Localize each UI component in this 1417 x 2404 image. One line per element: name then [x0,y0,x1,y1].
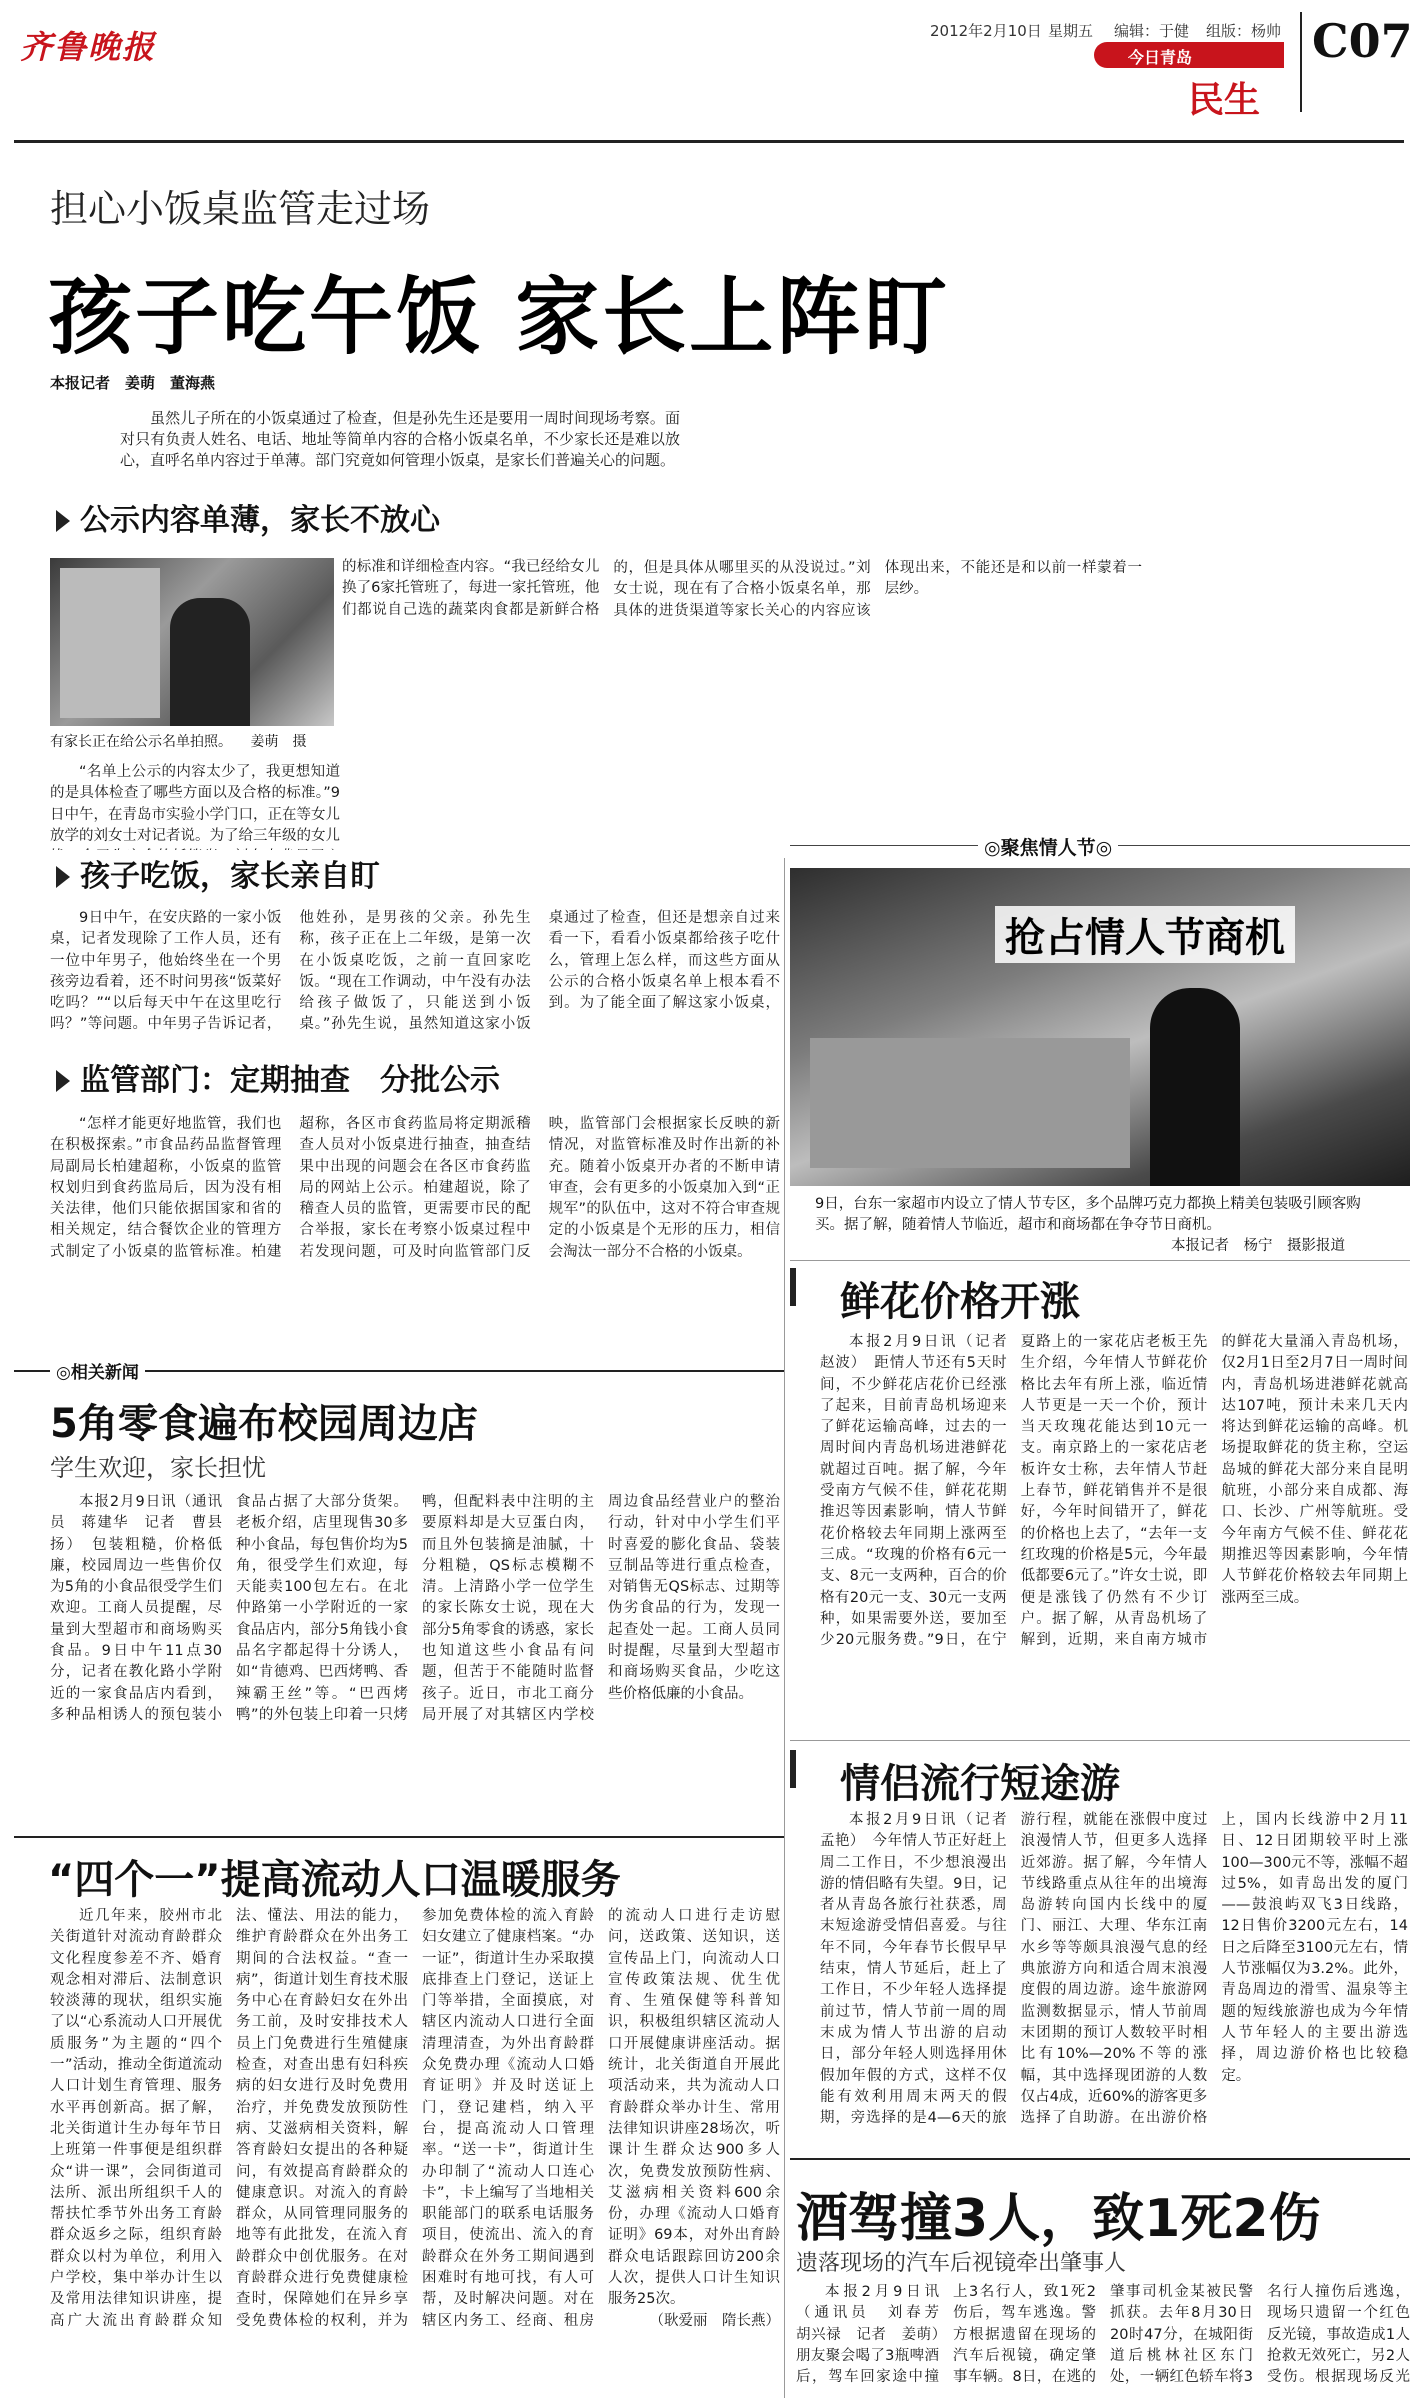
feature-headline: 抢占情人节商机 [995,906,1295,963]
migrant-text: 近几年来，胶州市北关街道针对流动育龄群众文化程度参差不齐、婚育观念相对滞后、法制意识较淡薄的现状，组织实施了以“心系流动人口开展优质服务”为主题的“四个一”活动，推动全街道流动人口计划生育管理、服务水平再创新高。据了解，北关街道计生办每年节日上班第一件事便是组织群众“讲一课”，会同街道司法所、派出所组织千人的帮扶忙季节外出务工育龄群众返乡之际，组织育龄群众以村为单位，利用入户学校，集中举办计生以及常用法律知识讲座，提高广大流出育龄群众知法、懂法、用法的能力，维护育龄群众在外出务工期间的合法权益。“查一病”，街道计划生育技术服务中心在育龄妇女在外出务工前，及时安排技术人员上门免费进行生殖健康检查，对查出患有妇科疾病的妇女进行及时免费用治疗，并免费发放预防性病、艾滋病相关资料，解答育龄妇女提出的各种疑问，有效提高育龄群众的健康意识。对流入的育龄群众，从同管理同服务的地等有此批发，在流入育龄群众中创优服务。在对育龄群众进行免费健康检查时，保障她们在异乡享受免费体检的权利，并为参加免费体检的流入育龄妇女建立了健康档案。“办一证”，街道计生办采取摸底排查上门登记，送证上门等举措，全面摸底，对辖区内流动人口进行全面清理清查，为外出育龄群众免费办理《流动人口婚育证明》并及时送证上门，登记建档，纳入平台，提高流动人口管理率。“送一卡”，街道计生办印制了“流动人口连心卡”，卡上编写了当地相关职能部门的联系电话服务项目，使流出、流入的育龄群众在外务工期间遇到困难时有地可找，有人可帮，及时解决问题。对在辖区内务工、经商、租房的流动人口进行走访慰问，送政策、送知识，送宣传品上门，向流动人口宣传政策法规、优生优育、生殖保健等科普知识，积极组织辖区流动人口开展健康讲座活动。据统计，北关街道自开展此项活动来，共为流动人口育龄群众举办计生、常用法律知识讲座28场次，听课计生群众达900多人次，免费发放预防性病、艾滋病相关资料600余份，办理《流动人口婚育证明》69本，对外出育龄群众电话跟踪回访200余人次，提供人口计生知识服务25次。 [50,1908,780,2329]
photo-shopper [1150,988,1240,1186]
section3-head [56,1062,500,1100]
travel-head-bar [790,1750,796,1788]
photo-caption-text: 有家长正在给公示名单拍照。 [50,734,232,750]
main-kicker: 担心小饭桌监管走过场 [50,187,431,231]
feature-caption [815,1194,1375,1257]
main-lede [120,408,680,496]
feature-credit: 本报记者 杨宁 摄影报道 [1171,1238,1345,1254]
flower-headline: 鲜花价格开涨 [840,1279,1080,1325]
related-subhead: 学生欢迎，家长担忧 [50,1454,266,1482]
arrow-icon [56,510,70,532]
parent-photo [50,558,334,726]
migrant-body [50,1906,780,2386]
masthead-divider [1300,12,1302,112]
photo-figure [170,598,250,726]
newspaper-logo: 齐鲁晚报 [20,28,157,66]
photo-board [60,568,160,718]
section2-body [50,908,780,1052]
section1-title: 公示内容单薄，家长不放心 [80,503,440,538]
main-headline: 孩子吃午饭 家长上阵盯 [48,268,951,366]
travel-columns [820,1810,1408,2190]
drunk-headline: 酒驾撞3人，致1死2伤 [796,2189,1321,2249]
flower-head-bar [790,1268,796,1306]
migrant-rule [14,1836,784,1838]
page-number: C07 [1312,14,1413,68]
related-headline: 5角零食遍布校园周边店 [50,1401,478,1447]
feature-tag: ◎聚焦情人节◎ [978,833,1118,860]
section1-text-a: “名单上公示的内容太少了，我更想知道的是具体检查了哪些方面以及合格的标准。”9日中午，在青岛市实验小学门口，正在等女儿放学的刘女士对记者说。为了给三年级的女儿 [50,764,340,844]
flower-text: 本报2月9日讯（记者 赵波） 距情人节还有5天时间，不少鲜花店花价已经涨了起来，目前青岛机场迎来了鲜花运输高峰，过去的一周时间内青岛机场进港鲜花就超过百吨。据了解，今年受南方气候不佳，鲜花花期推迟等因素影响，情人节鲜花价格较去年同期上涨两至三成。“玫瑰的价格有6元一支、8元一支两种，百合的价格有20元一支、30元一支两种，如果需要外送，要加至少20元服务费。”9日，在宁夏路上的一家花店老板王先生介绍，今年情人节鲜花价格比去年有所上涨，临近情人节更是一天一个价，预计当天玫瑰花能达到10元一支。南京路上的一家花店老板许女士称，去年情人节赶上春节，鲜花销售并不是很好，今年时间错开了，鲜花的价格也上去了，“去年一支红玫瑰的价格是5元，今年最低都要6元了。”许女士说，即便是涨钱了仍然有不少订户。据了解，从青岛机场了解到，近期，来自南方城市的鲜花大量涌入青岛机场，仅2月1日至2月7日一周时间内，青岛机场进港鲜花就高达107吨，预计未来几天内将达到鲜花运输的高峰。机场提取鲜花的货主称，空运岛城的鲜花大部分来自昆明航班，小部分来自成都、海口、长沙、广州等航班。受今年南方气候不佳、鲜花花期推迟等因素影响，今年情人节鲜花价格较去年同期上涨两至三成。 [820,1334,1408,1649]
drunk-rule [790,2158,1410,2160]
section1-body-a [50,762,340,850]
travel-body [820,1810,1408,2190]
section3-text: “怎样才能更好地监管，我们也在积极探索。”市食品药品监督管理局副局长柏建超称，小饭桌的监管权划归到食药监局后，因为没有相关法律，他们只能依据国家和省的相关规定，结合餐饮企业的管理方式制定了小饭桌的监管标准。柏建超称，各区市食药监局将定期派稽查人员对小饭桌进行抽查，抽查结果中出现的问题会在各区市食药监局的网站上公示。柏建超说，除了稽查人员的监管，更需要市民的配合举报，家长在考察小饭桌过程中若发现问题，可及时向监管部门反映，监管部门会根据家长反映的新情况，对监管标准及时作出新的补充。随着小饭桌开办者的不断申请审查，会有更多的小饭桌加入到“正规军”的队伍中，这对不符合审查规定的小饭桌是个无形的压力，相信会淘汰一部分不合格的小饭桌。 [50,1116,780,1260]
migrant-headline: “四个一”提高流动人口温暖服务 [48,1857,621,1903]
photo-shelf [810,1038,1130,1168]
section3-title: 监管部门：定期抽查 分批公示 [80,1063,500,1098]
masthead-rule [14,140,1404,143]
section-name: 民生 [1188,80,1261,121]
section1-text-b: 的标准和详细检查内容。“我已经给女儿换了6家托管班了，每进一家托管班，他们都说自己选的蔬菜肉食都是新鲜合格的，但是具体从哪里买的从没说过。”刘女士说，现在有了合格小饭桌名单，那具体的进货渠道等家长关心的内容应该体现出来，不能还是和以前一样蒙着一层纱。 [342,558,1142,619]
migrant-byline: （耿爱丽 隋长燕） [649,2312,780,2329]
drunk-subhead: 遗落现场的汽车后视镜牵出肇事人 [796,2251,1127,2276]
flower-head-mask [1190,1262,1410,1332]
main-right-rule [784,858,785,1838]
related-text: 本报2月9日讯（通讯员 蒋建华 记者 曹县扬） 包装粗糙，价格低廉，校园周边一些售价仅为5角的小食品很受学生们欢迎。工商人员提醒，尽量到大型超市和商场购买食品。9日中午11点30分，记者在教化路小学附近的一家食品店内看到，多种品相诱人的预包装小食品占据了大部分货架。老板介绍，店里现售30多种小食品，每包售价均为5角，很受学生们欢迎，每天能卖100包左右。在北仲路第一小学附近的一家食品店内，部分5角钱小食品名字都起得十分诱人，如“肯德鸡、巴西烤鸭、香辣霸王丝”等。“巴西烤鸭”的外包装上印着一只烤鸭，但配料表中注明的主要原料却是大豆蛋白肉，而且外包装摘是油腻，十分粗糙，QS标志模糊不清。上清路小学一位学生的家长陈女士说，现在大部分5角零食的诱惑，家长也知道这些小食品有问题，但苦于不能随时监督孩子。近日，市北工商分局开展了对其辖区内学校周边食品经营业户的整治行动，针对中小学生们平时喜爱的膨化食品、袋装豆制品等进行重点检查，对销售无QS标志、过期等伪劣食品的行为，发现一起查处一起。工商人员同时提醒，尽量到大型超市和商场购买食品，少吃这些价格低廉的小食品。 [50,1494,780,1723]
drunk-text: 本报2月9日讯（通讯员 刘春芳 胡兴禄 记者 姜萌） 朋友聚会喝了3瓶啤酒后，驾车回家途中撞上3名行人，致1死2伤后，驾车逃逸。警方根据遗留在现场的汽车后视镜，确定肇事车辆。8日，在逃的肇事司机金某被民警抓获。去年8月30日20时47分，在城阳街道后桃林社区东门处，一辆红色轿车将3名行人撞伤后逃逸，现场只遗留一个红色反光镜，事故造成1人抢救无效死亡，另2人受伤。根据现场反光 [796,2284,1410,2386]
travel-rule [790,1740,1410,1741]
travel-text: 本报2月9日讯（记者 孟艳） 今年情人节正好赶上周二工作日，不少想浪漫出游的情侣略有失望。9日，记者从青岛各旅行社获悉，周末短途游受情侣喜爱。与往年不同，今年春节长假早早结束，情人节延后，赶上了工作日，不少年轻人选择提前过节，情人节前一周的周末成为情人节出游的启动日，部分年轻人则选择用休假加年假的方式，这样不仅能有效利用周末两天的假期，旁选择的是4—6天的旅游行程，就能在涨假中度过浪漫情人节，但更多人选择近郊游。据了解，今年情人节线路重点从往年的出境海岛游转向国内长线中的厦门、丽江、大理、华东江南水乡等等颇具浪漫气息的经典旅游方向和适合周末浪漫度假的周边游。途牛旅游网监测数据显示，情人节前周末团期的预订人数较平时相比有10%—20%不等的涨幅，其中选择现团游的人数仅占4成，近60%的游客更多选择了自助游。在出游价格上，国内长线游中2月11日、12日团期较平时上涨100—300元不等，涨幅不超过5%，如青岛出发的厦门——鼓浪屿双飞3日线路，12日售价3200元左右，14日之后降至3100元左右，情人节涨幅仅为3.2%。此外，青岛周边的滑雪、温泉等主题的短线旅游也成为今年情人节年轻人的主要出游选择，周边游价格也比较稳定。 [820,1812,1408,2127]
editor-credit: 编辑：于健 [1114,22,1190,40]
flower-rule [790,1260,1410,1261]
main-lede-text: 虽然儿子所在的小饭桌通过了检查，但是孙先生还是要用一周时间现场考察。面对只有负责人姓名、电话、地址等简单内容的合格小饭桌名单，不少家长还是难以放心，直呼名单内容过于单薄。部门究竟如何管理小饭桌，是家长们普遍关心的问题。 [120,409,680,469]
section2-text: 9日中午，在安庆路的一家小饭桌，记者发现除了工作人员，还有一位中年男子，他始终坐在一个男孩旁边看着，还不时问男孩“饭菜好吃吗？”“以后每天中午在这里吃行吗？”等问题。中年男子告诉记者，他姓孙，是男孩的父亲。孙先生称，孩子正在上二年级，是第一次在小饭桌吃饭，之前一直回家吃饭。“现在工作调动，中午没有办法给孩子做饭了，只能送到小饭桌。”孙先生说，虽然知道这家小饭桌通过了检查，但还是想亲自过来看一下，看看小饭桌都给孩子吃什么，管理上怎么样，而这些方面从公示的合格小饭桌名单上根本看不到。为了能全面了解这家小饭桌， [50,910,780,1033]
issue-date: 2012年2月10日 [930,22,1042,40]
section1-body-b [342,558,1142,850]
arrow-icon [56,1070,70,1092]
section1-head [56,502,440,540]
flower-columns [820,1332,1408,1742]
related-tag: ◎相关新闻 [50,1358,145,1383]
flower-body [820,1332,1408,1742]
section2-title: 孩子吃饭，家长亲自盯 [80,859,380,894]
issue-weekday: 星期五 [1048,22,1094,40]
drunk-body [796,2282,1410,2394]
travel-headline: 情侣流行短途游 [840,1761,1120,1807]
masthead [0,0,1417,120]
section3-body [50,1114,780,1344]
photo-credit: 姜萌 摄 [250,734,307,750]
layout-credit: 组版：杨帅 [1206,22,1282,40]
section-tag-label: 今日青岛 [1128,48,1193,67]
related-body [50,1492,780,1818]
main-byline: 本报记者 姜萌 董海燕 [50,374,216,392]
section2-head [56,858,380,896]
lower-center-rule [784,1838,785,2398]
arrow-icon [56,866,70,888]
photo-caption [50,732,340,752]
feature-caption-text: 9日，台东一家超市内设立了情人节专区，多个品牌巧克力都换上精美包装吸引顾客购买。据了解，随着情人节临近，超市和商场都在争夺节日商机。 [815,1196,1361,1233]
